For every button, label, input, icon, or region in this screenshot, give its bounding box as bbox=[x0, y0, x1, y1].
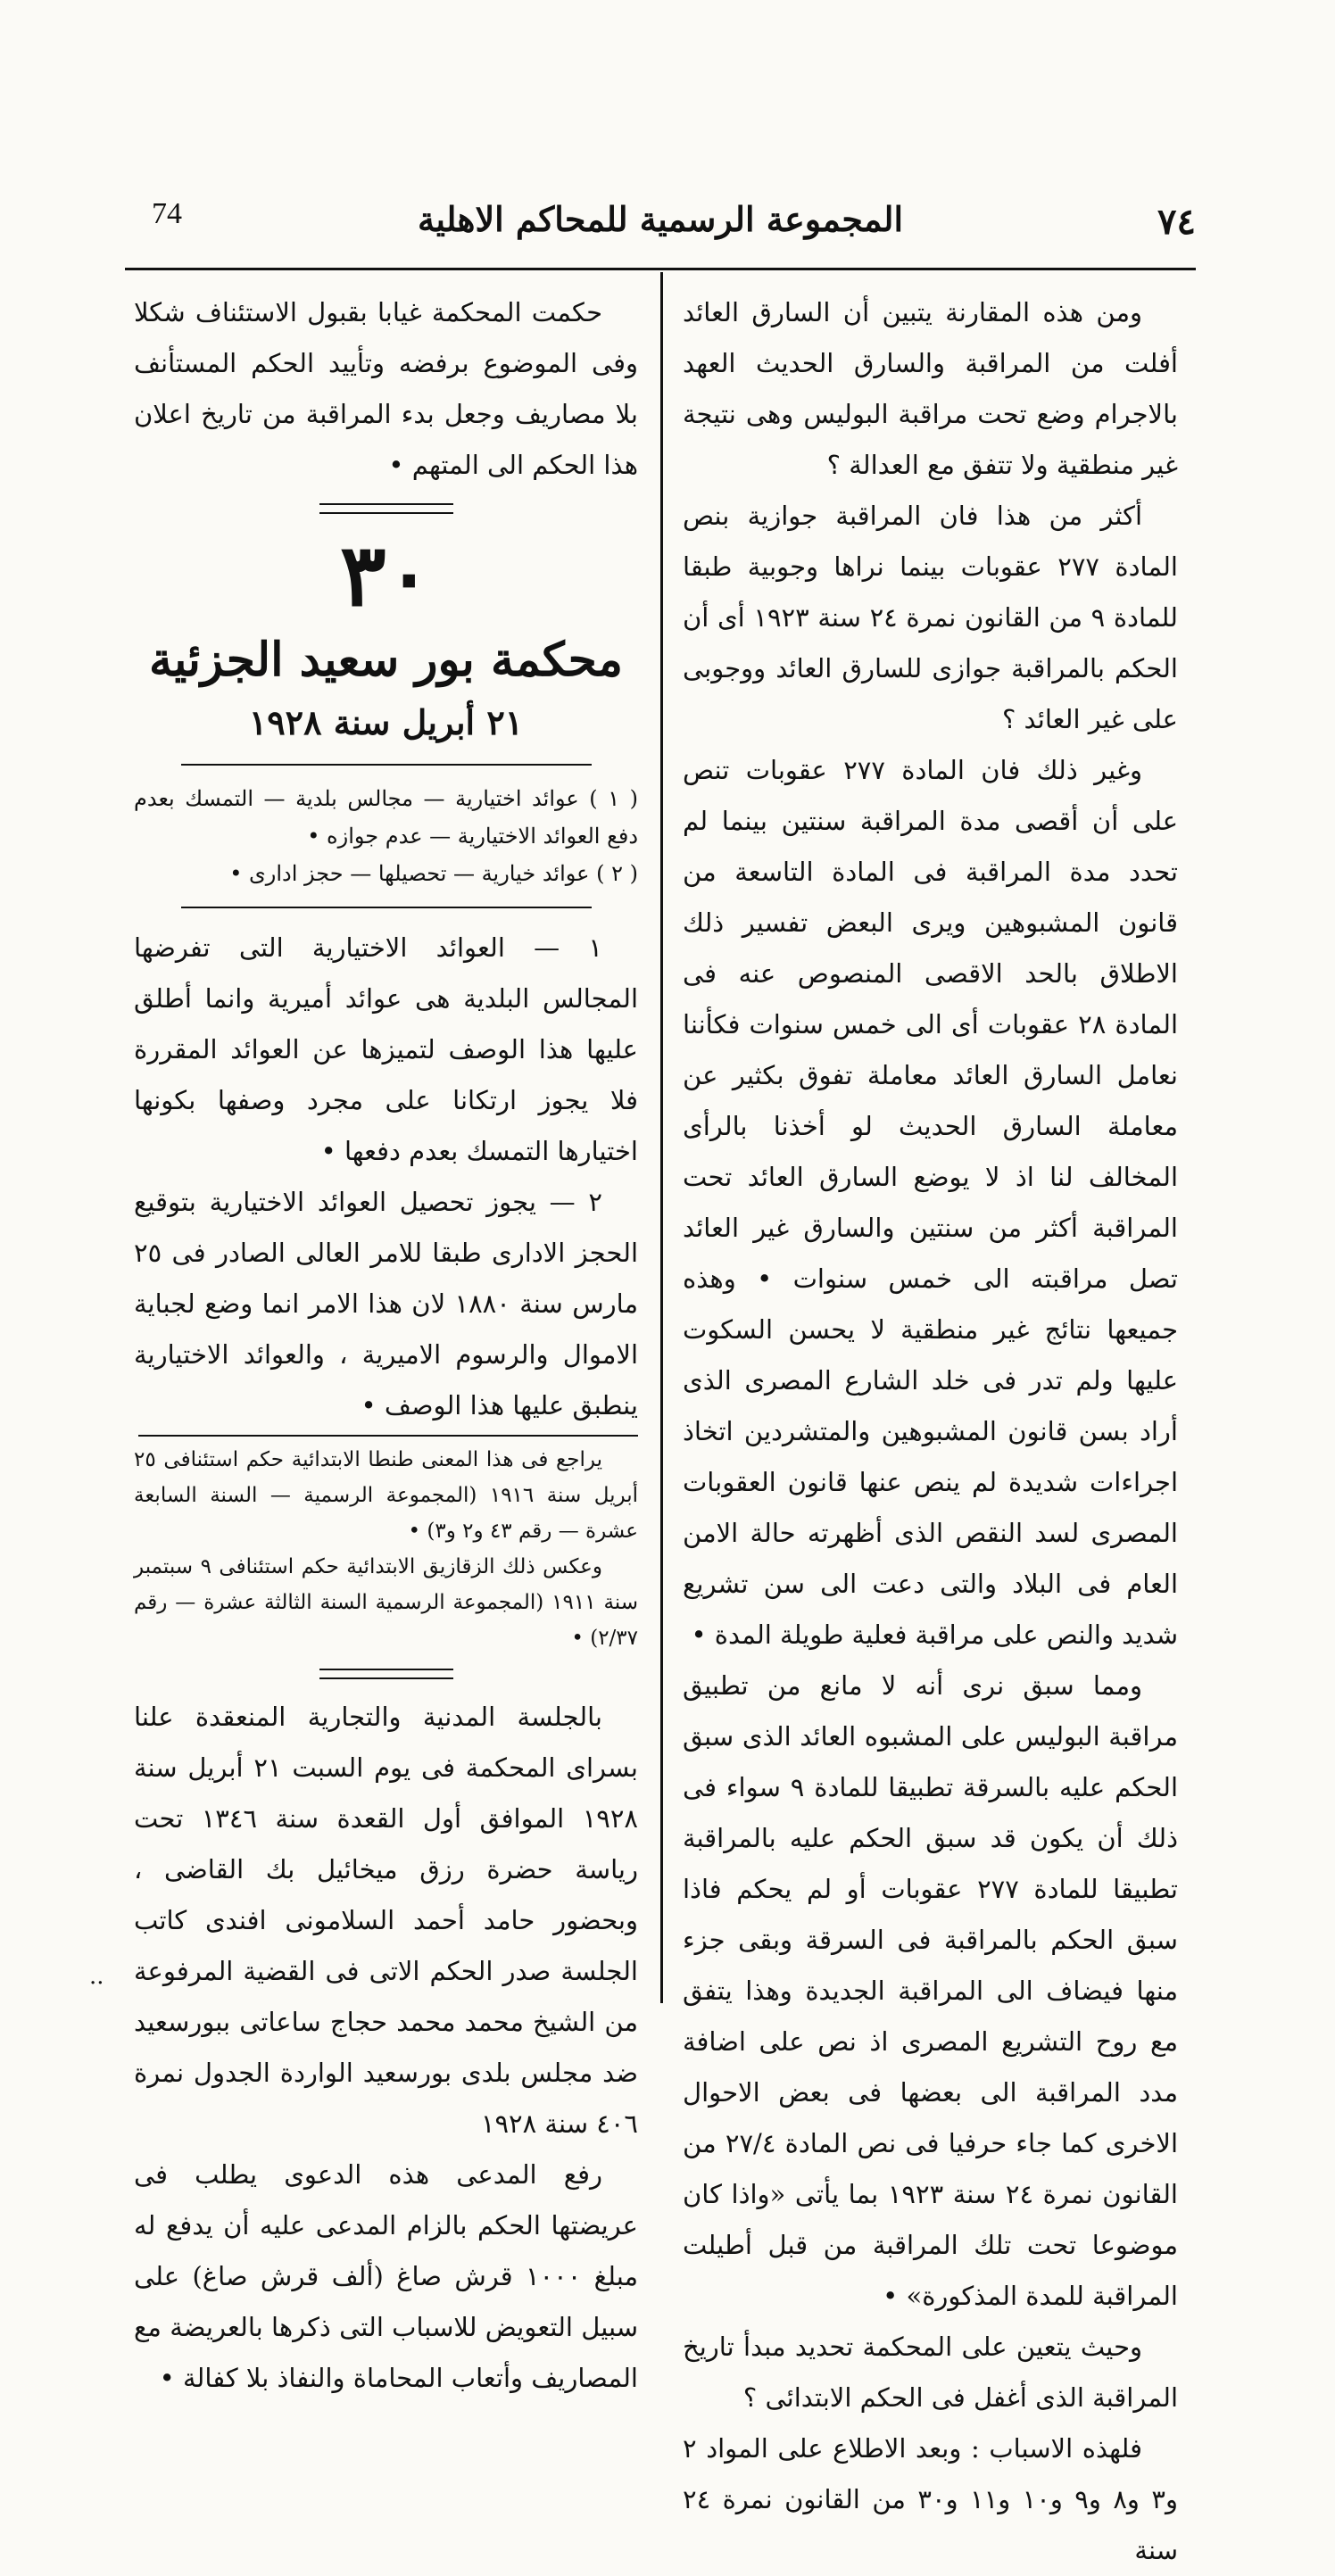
paragraph: ومما سبق نرى أنه لا مانع من تطبيق مراقبة البوليس على المشبوه العائد الذى سبق الحكم عليه بالسرقة تطبيقا للمادة ٩ سواء فى ذلك أن يكون قد سبق الحكم عليه بالمراقبة تطبيقا للمادة ٢٧٧ عقوبات أو لم يحكم فاذا سبق الحكم بالمراقبة فى السرقة وبقى جزء منها فيضاف الى المراقبة الجديدة وهذا يتفق مع روح التشريع المصرى اذ نص على اضافة مدد المراقبة الى بعضها فى بعض الاحوال الاخرى كما جاء حرفيا فى نص المادة ٢٧/٤ من القانون نمرة ٢٤ سنة ١٩٢٣ بما يأتى «واذا كان موضوعا تحت تلك المراقبة من قبل أطيلت المراقبة للمدة المذكورة» • bbox=[683, 1670, 1178, 2311]
paragraph: ومن هذه المقارنة يتبين أن السارق العائد أفلت من المراقبة والسارق الحديث العهد بالاجرام وضع تحت مراقبة البوليس وهى نتيجة غير منطقية ولا تتفق مع العدالة ؟ bbox=[683, 297, 1178, 480]
paragraph: أكثر من هذا فان المراقبة جوازية بنص المادة ٢٧٧ عقوبات بينما نراها وجوبية طبقا للمادة ٩ من القانون نمرة ٢٤ سنة ١٩٢٣ أى أن الحكم بالمراقبة جوازى للسارق العائد ووجوبى على غير العائد ؟ bbox=[683, 501, 1178, 734]
page-header bbox=[125, 192, 1196, 254]
paragraph: وحيث يتعين على المحكمة تحديد مبدأ تاريخ المراقبة الذى أغفل فى الحكم الابتدائى ؟ bbox=[683, 2332, 1178, 2413]
court-name: محكمة بور سعيد الجزئية bbox=[148, 633, 624, 687]
summary-line: ( ٢ ) عوائد خيارية — تحصيلها — حجز ادارى • bbox=[229, 861, 638, 886]
paragraph: وغير ذلك فان المادة ٢٧٧ عقوبات تنص على أن أقصى مدة المراقبة سنتين بينما لم تحدد مدة المراقبة فى المادة التاسعة من قانون المشبوهين ويرى البعض تفسير ذلك الاطلاق بالحد الاقصى المنصوص عنه فى المادة ٢٨ عقوبات أى الى خمس سنوات فكأننا نعامل السارق العائد معاملة تفوق بكثير عن معاملة السارق الحديث لو أخذنا بالرأى المخالف لنا اذ لا يوضع السارق العائد تحت المراقبة أكثر من سنتين والسارق غير العائد تصل مراقبته الى خمس سنوات • وهذه جميعها نتائج غير منطقية لا يحسن السكوت عليها ولم تدر فى خلد الشارع المصرى الذى أراد بسن قانون المشبوهين والمتشردين اتخاذ اجراءات شديدة لم ينص عنها قانون العقوبات المصرى لسد النقص الذى أظهرته حالة الامن العام فى البلاد والتى دعت الى سن تشريع شديد والنص على مراقبة فعلية طويلة المدة • bbox=[683, 755, 1179, 1650]
paragraph: فلهذه الاسباب : وبعد الاطلاع على المواد ٢ و٣ و٨ و٩ و١٠ و١١ و٣٠ من القانون نمرة ٢٤ سنة bbox=[683, 2433, 1178, 2565]
case-number: ٣٠ bbox=[339, 525, 433, 625]
judgment-conclusion: حكمت المحكمة غيابا بقبول الاستئناف شكلا وفى الموضوع برفضه وتأييد الحكم المستأنف بلا مصاريف وجعل بدء المراقبة من تاريخ اعلان هذا الحكم الى المتهم • bbox=[134, 297, 638, 480]
left-column bbox=[134, 287, 638, 2404]
header-rule bbox=[125, 268, 1196, 270]
principle: ١ — العوائد الاختيارية التى تفرضها المجالس البلدية هى عوائد أميرية وانما أطلق عليها هذا الوصف لتميزها عن العوائد المقررة فلا يجوز ارتكانا على مجرد وصفها بكونها اختيارها التمسك بعدم دفعها • bbox=[134, 932, 638, 1166]
summary-line: ( ١ ) عوائد اختيارية — مجالس بلدية — التمسك بعدم دفع العوائد الاختيارية — عدم جوازه • bbox=[134, 786, 638, 849]
footnote: وعكس ذلك الزقازيق الابتدائية حكم استئنافى ٩ سبتمبر سنة ١٩١١ (المجموعة الرسمية السنة الثالثة عشرة — رقم ٢/٣٧) • bbox=[134, 1555, 638, 1650]
margin-mark: ·· bbox=[89, 1970, 104, 1997]
section-separator bbox=[319, 1669, 453, 1679]
section-separator bbox=[319, 503, 453, 514]
note-rule bbox=[138, 1435, 638, 1437]
paragraph: رفع المدعى هذه الدعوى يطلب فى عريضتها الحكم بالزام المدعى عليه أن يدفع له مبلغ ١٠٠٠ قرش صاغ (ألف قرش صاغ) على سبيل التعويض للاسباب التى ذكرها بالعريضة مع المصاريف وأتعاب المحاماة والنفاذ بلا كفالة • bbox=[134, 2159, 639, 2393]
principle: ٢ — يجوز تحصيل العوائد الاختيارية بتوقيع الحجز الادارى طبقا للامر العالى الصادر فى ٢٥ مارس سنة ١٨٨٠ لان هذا الامر انما وضع لجباية الاموال والرسوم الاميرية ، والعوائد الاختيارية ينطبق عليها هذا الوصف • bbox=[134, 1187, 639, 1421]
footnote: يراجع فى هذا المعنى طنطا الابتدائية حكم استئنافى ٢٥ أبريل سنة ١٩١٦ (المجموعة الرسمية — السنة السابعة عشرة — رقم ٤٣ و٢ و٣) • bbox=[134, 1448, 639, 1543]
column-divider bbox=[660, 272, 663, 2003]
rule bbox=[181, 764, 592, 766]
running-title: المجموعة الرسمية للمحاكم الاهلية bbox=[417, 199, 904, 239]
right-column bbox=[683, 287, 1178, 2576]
paragraph: بالجلسة المدنية والتجارية المنعقدة علنا بسراى المحكمة فى يوم السبت ٢١ أبريل سنة ١٩٢٨ الموافق أول القعدة سنة ١٣٤٦ تحت رياسة حضرة رزق ميخائيل بك القاضى ، وبحضور حامد أحمد السلامونى افندى كاتب الجلسة صدر الحكم الاتى فى القضية المرفوعة من الشيخ محمد محمد حجاج ساعاتى ببورسعيد ضد مجلس بلدى بورسعيد الواردة الجدول نمرة ٤٠٦ سنة ١٩٢٨ bbox=[134, 1702, 638, 2139]
page-number-latin: 74 bbox=[152, 197, 182, 230]
page-number-arabic: ٧٤ bbox=[1157, 201, 1196, 243]
rule bbox=[181, 907, 592, 908]
case-date: ٢١ أبريل سنة ١٩٢٨ bbox=[248, 702, 524, 742]
